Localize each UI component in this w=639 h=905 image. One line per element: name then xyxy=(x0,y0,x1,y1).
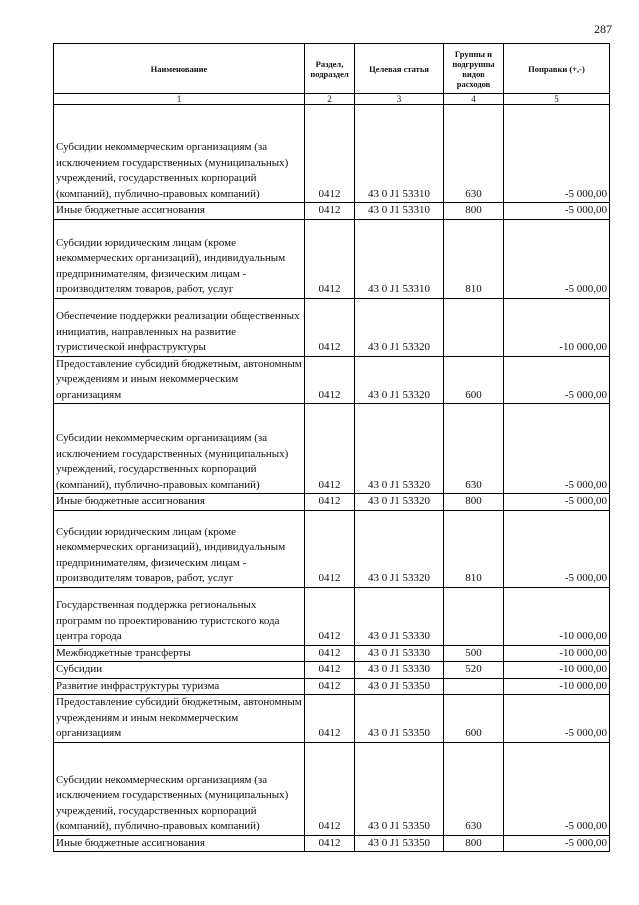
row-target: 43 0 J1 53350 xyxy=(355,835,444,852)
row-section: 0412 xyxy=(305,742,355,835)
column-index: 4 xyxy=(444,94,504,105)
row-section: 0412 xyxy=(305,404,355,494)
row-amount: -5 000,00 xyxy=(504,695,610,743)
row-section: 0412 xyxy=(305,203,355,220)
table-row xyxy=(54,219,610,298)
row-group: 600 xyxy=(444,356,504,404)
row-section: 0412 xyxy=(305,356,355,404)
table-row xyxy=(54,203,610,220)
row-section: 0412 xyxy=(305,835,355,852)
row-amount: -10 000,00 xyxy=(504,587,610,645)
row-group: 800 xyxy=(444,835,504,852)
row-target: 43 0 J1 53330 xyxy=(355,645,444,662)
table-row xyxy=(54,494,610,511)
row-name: Предоставление субсидий бюджетным, автономным учреждениям и иным некоммерческим организациям xyxy=(54,695,305,743)
row-group: 800 xyxy=(444,494,504,511)
row-target: 43 0 J1 53320 xyxy=(355,356,444,404)
row-name: Предоставление субсидий бюджетным, автономным учреждениям и иным некоммерческим организациям xyxy=(54,356,305,404)
row-name: Субсидии юридическим лицам (кроме некоммерческих организаций), индивидуальным предпринимателям, физическим лицам - производителям товаров, работ, услуг xyxy=(54,219,305,298)
row-group xyxy=(444,298,504,356)
row-name: Субсидии некоммерческим организациям (за исключением государственных (муниципальных) учреждений, государственных корпораций (компаний), публично-правовых компаний) xyxy=(54,742,305,835)
row-name: Обеспечение поддержки реализации общественных инициатив, направленных на развитие туристической инфраструктуры xyxy=(54,298,305,356)
row-group: 500 xyxy=(444,645,504,662)
table-row xyxy=(54,742,610,835)
table-row xyxy=(54,835,610,852)
row-target: 43 0 J1 53320 xyxy=(355,494,444,511)
row-target: 43 0 J1 53320 xyxy=(355,298,444,356)
table-row xyxy=(54,587,610,645)
row-group xyxy=(444,678,504,695)
row-target: 43 0 J1 53310 xyxy=(355,219,444,298)
table-header-row xyxy=(54,44,610,94)
row-section: 0412 xyxy=(305,587,355,645)
header-target: Целевая статья xyxy=(355,44,444,94)
row-target: 43 0 J1 53320 xyxy=(355,510,444,587)
row-section: 0412 xyxy=(305,662,355,679)
header-name: Наименование xyxy=(54,44,305,94)
row-target: 43 0 J1 53310 xyxy=(355,105,444,203)
row-section: 0412 xyxy=(305,510,355,587)
row-name: Иные бюджетные ассигнования xyxy=(54,203,305,220)
row-target: 43 0 J1 53330 xyxy=(355,662,444,679)
row-name: Развитие инфраструктуры туризма xyxy=(54,678,305,695)
column-index: 5 xyxy=(504,94,610,105)
row-section: 0412 xyxy=(305,645,355,662)
column-index: 3 xyxy=(355,94,444,105)
row-name: Субсидии некоммерческим организациям (за исключением государственных (муниципальных) учреждений, государственных корпораций (компаний), публично-правовых компаний) xyxy=(54,404,305,494)
header-amendments: Поправки (+,-) xyxy=(504,44,610,94)
row-amount: -5 000,00 xyxy=(504,510,610,587)
row-amount: -10 000,00 xyxy=(504,298,610,356)
budget-table xyxy=(53,43,610,852)
row-amount: -5 000,00 xyxy=(504,742,610,835)
table-row xyxy=(54,645,610,662)
row-target: 43 0 J1 53320 xyxy=(355,404,444,494)
row-target: 43 0 J1 53350 xyxy=(355,742,444,835)
row-target: 43 0 J1 53350 xyxy=(355,695,444,743)
row-group: 630 xyxy=(444,105,504,203)
row-group: 630 xyxy=(444,742,504,835)
row-amount: -5 000,00 xyxy=(504,105,610,203)
row-amount: -5 000,00 xyxy=(504,203,610,220)
table-row xyxy=(54,356,610,404)
row-name: Иные бюджетные ассигнования xyxy=(54,494,305,511)
row-amount: -5 000,00 xyxy=(504,404,610,494)
column-index-row xyxy=(54,94,610,105)
row-group: 630 xyxy=(444,404,504,494)
table-row xyxy=(54,105,610,203)
row-group: 800 xyxy=(444,203,504,220)
row-amount: -10 000,00 xyxy=(504,678,610,695)
row-group xyxy=(444,587,504,645)
header-section: Раздел, подраздел xyxy=(305,44,355,94)
row-section: 0412 xyxy=(305,298,355,356)
table-row xyxy=(54,662,610,679)
column-index: 1 xyxy=(54,94,305,105)
row-group: 520 xyxy=(444,662,504,679)
table-row xyxy=(54,678,610,695)
row-group: 810 xyxy=(444,219,504,298)
row-section: 0412 xyxy=(305,678,355,695)
row-target: 43 0 J1 53330 xyxy=(355,587,444,645)
table-row xyxy=(54,695,610,743)
table-row xyxy=(54,404,610,494)
column-index: 2 xyxy=(305,94,355,105)
row-name: Иные бюджетные ассигнования xyxy=(54,835,305,852)
table-row xyxy=(54,298,610,356)
row-name: Государственная поддержка региональных программ по проектированию туристского кода центра города xyxy=(54,587,305,645)
row-section: 0412 xyxy=(305,219,355,298)
row-amount: -5 000,00 xyxy=(504,219,610,298)
row-amount: -10 000,00 xyxy=(504,645,610,662)
row-amount: -5 000,00 xyxy=(504,494,610,511)
row-name: Межбюджетные трансферты xyxy=(54,645,305,662)
table-row xyxy=(54,510,610,587)
row-group: 810 xyxy=(444,510,504,587)
header-groups: Группы и подгруппы видов расходов xyxy=(444,44,504,94)
row-group: 600 xyxy=(444,695,504,743)
row-section: 0412 xyxy=(305,695,355,743)
row-amount: -5 000,00 xyxy=(504,835,610,852)
row-target: 43 0 J1 53310 xyxy=(355,203,444,220)
row-name: Субсидии xyxy=(54,662,305,679)
page-number: 287 xyxy=(594,22,612,36)
row-name: Субсидии некоммерческим организациям (за исключением государственных (муниципальных) учреждений, государственных корпораций (компаний), публично-правовых компаний) xyxy=(54,105,305,203)
row-section: 0412 xyxy=(305,105,355,203)
row-amount: -10 000,00 xyxy=(504,662,610,679)
row-name: Субсидии юридическим лицам (кроме некоммерческих организаций), индивидуальным предпринимателям, физическим лицам - производителям товаров, работ, услуг xyxy=(54,510,305,587)
row-section: 0412 xyxy=(305,494,355,511)
row-amount: -5 000,00 xyxy=(504,356,610,404)
row-target: 43 0 J1 53350 xyxy=(355,678,444,695)
